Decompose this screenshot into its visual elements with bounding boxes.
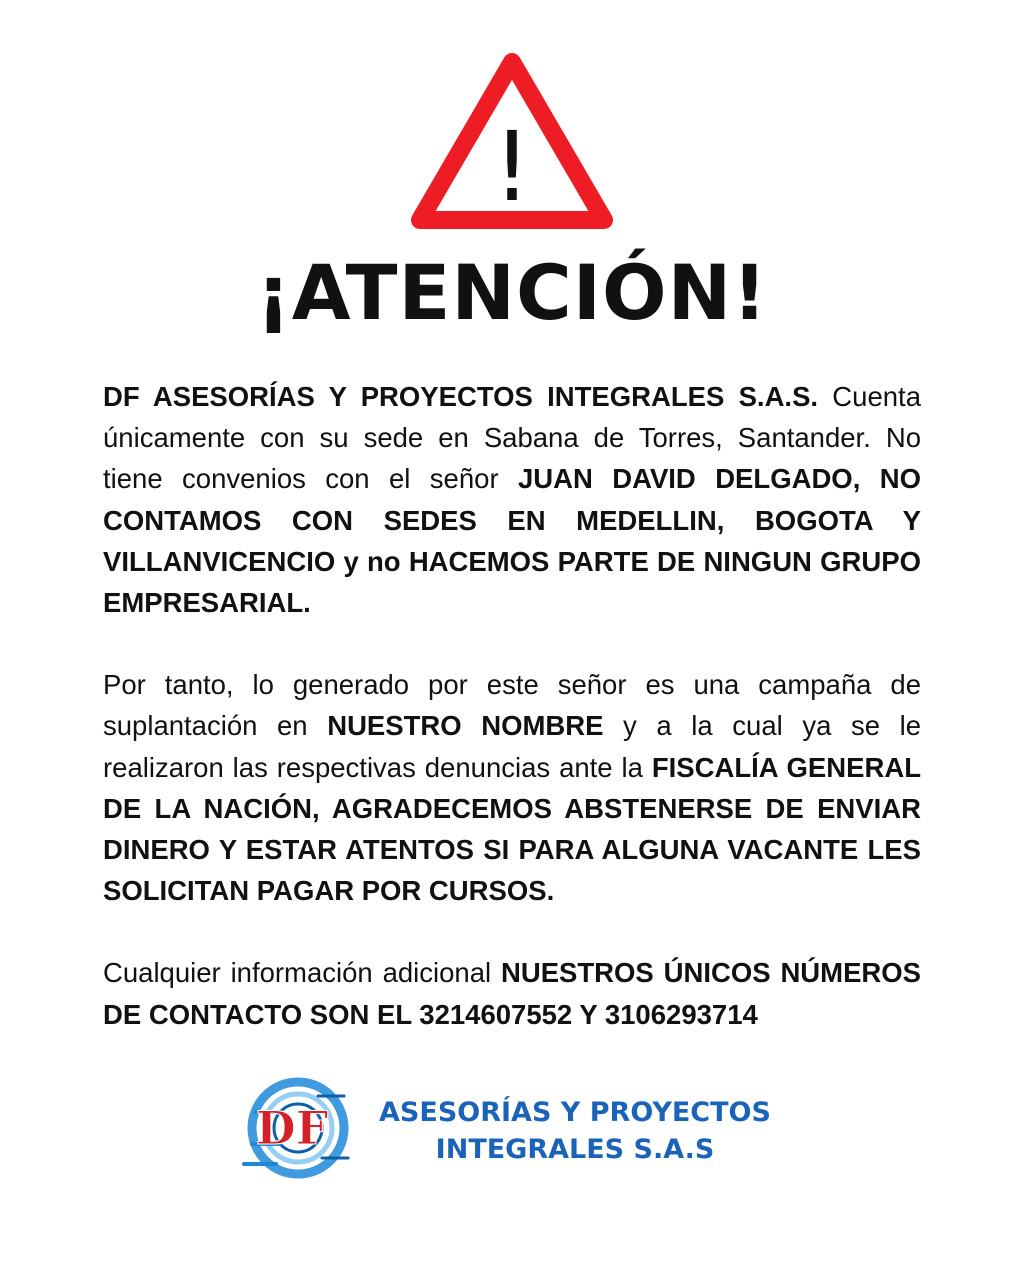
paragraph-2-bold-d: FISCALÍA GENERAL DE LA NACIÓN, AGRADECEMOS ABSTENERSE DE ENVIAR DINERO Y ESTAR ATENTOS SI PARA ALGUNA VACANTE LES SOLICITAN PAGAR POR CURSOS. [103, 751, 921, 907]
logo-line-2: INTEGRALES S.A.S [435, 1134, 715, 1165]
company-name: DF ASESORÍAS Y PROYECTOS INTEGRALES S.A.S. [103, 381, 819, 412]
warning-exclamation: ! [492, 111, 532, 223]
paragraph-1-bold-b: JUAN DAVID DELGADO, NO CONTAMOS CON SEDES EN MEDELLIN, BOGOTA Y VILLANVICENCIO y no HACEMOS PARTE DE NINGUN GRUPO EMPRESARIAL. [103, 463, 921, 619]
paragraph-2 [103, 664, 921, 911]
paragraph-2-text-c: y a la cual ya se le realizaron las respectivas denuncias ante la [103, 710, 922, 783]
notice-body [103, 376, 921, 1076]
company-logo [236, 1072, 796, 1182]
paragraph-1-text-a: Cuenta únicamente con su sede en Sabana de Torres, Santander. No tiene convenios con el señor [103, 381, 921, 495]
df-logo-letters: DF [255, 1101, 329, 1155]
df-logo-icon [236, 1072, 354, 1182]
warning-triangle-icon [408, 50, 616, 232]
paragraph-3-text-a: Cualquier información adicional [103, 957, 501, 989]
logo-line-1: ASESORÍAS Y PROYECTOS [379, 1097, 771, 1128]
paragraph-3 [103, 952, 921, 1034]
paragraph-2-bold-b: NUESTRO NOMBRE [327, 710, 604, 742]
paragraph-1 [103, 376, 921, 623]
page-title: ¡ATENCIÓN! [256, 248, 768, 337]
logo-text [360, 1094, 790, 1168]
contact-numbers: NUESTROS ÚNICOS NÚMEROS DE CONTACTO SON EL 3214607552 Y 3106293714 [103, 957, 922, 1030]
paragraph-2-text-a: Por tanto, lo generado por este señor es una campaña de suplantación en [103, 669, 921, 742]
